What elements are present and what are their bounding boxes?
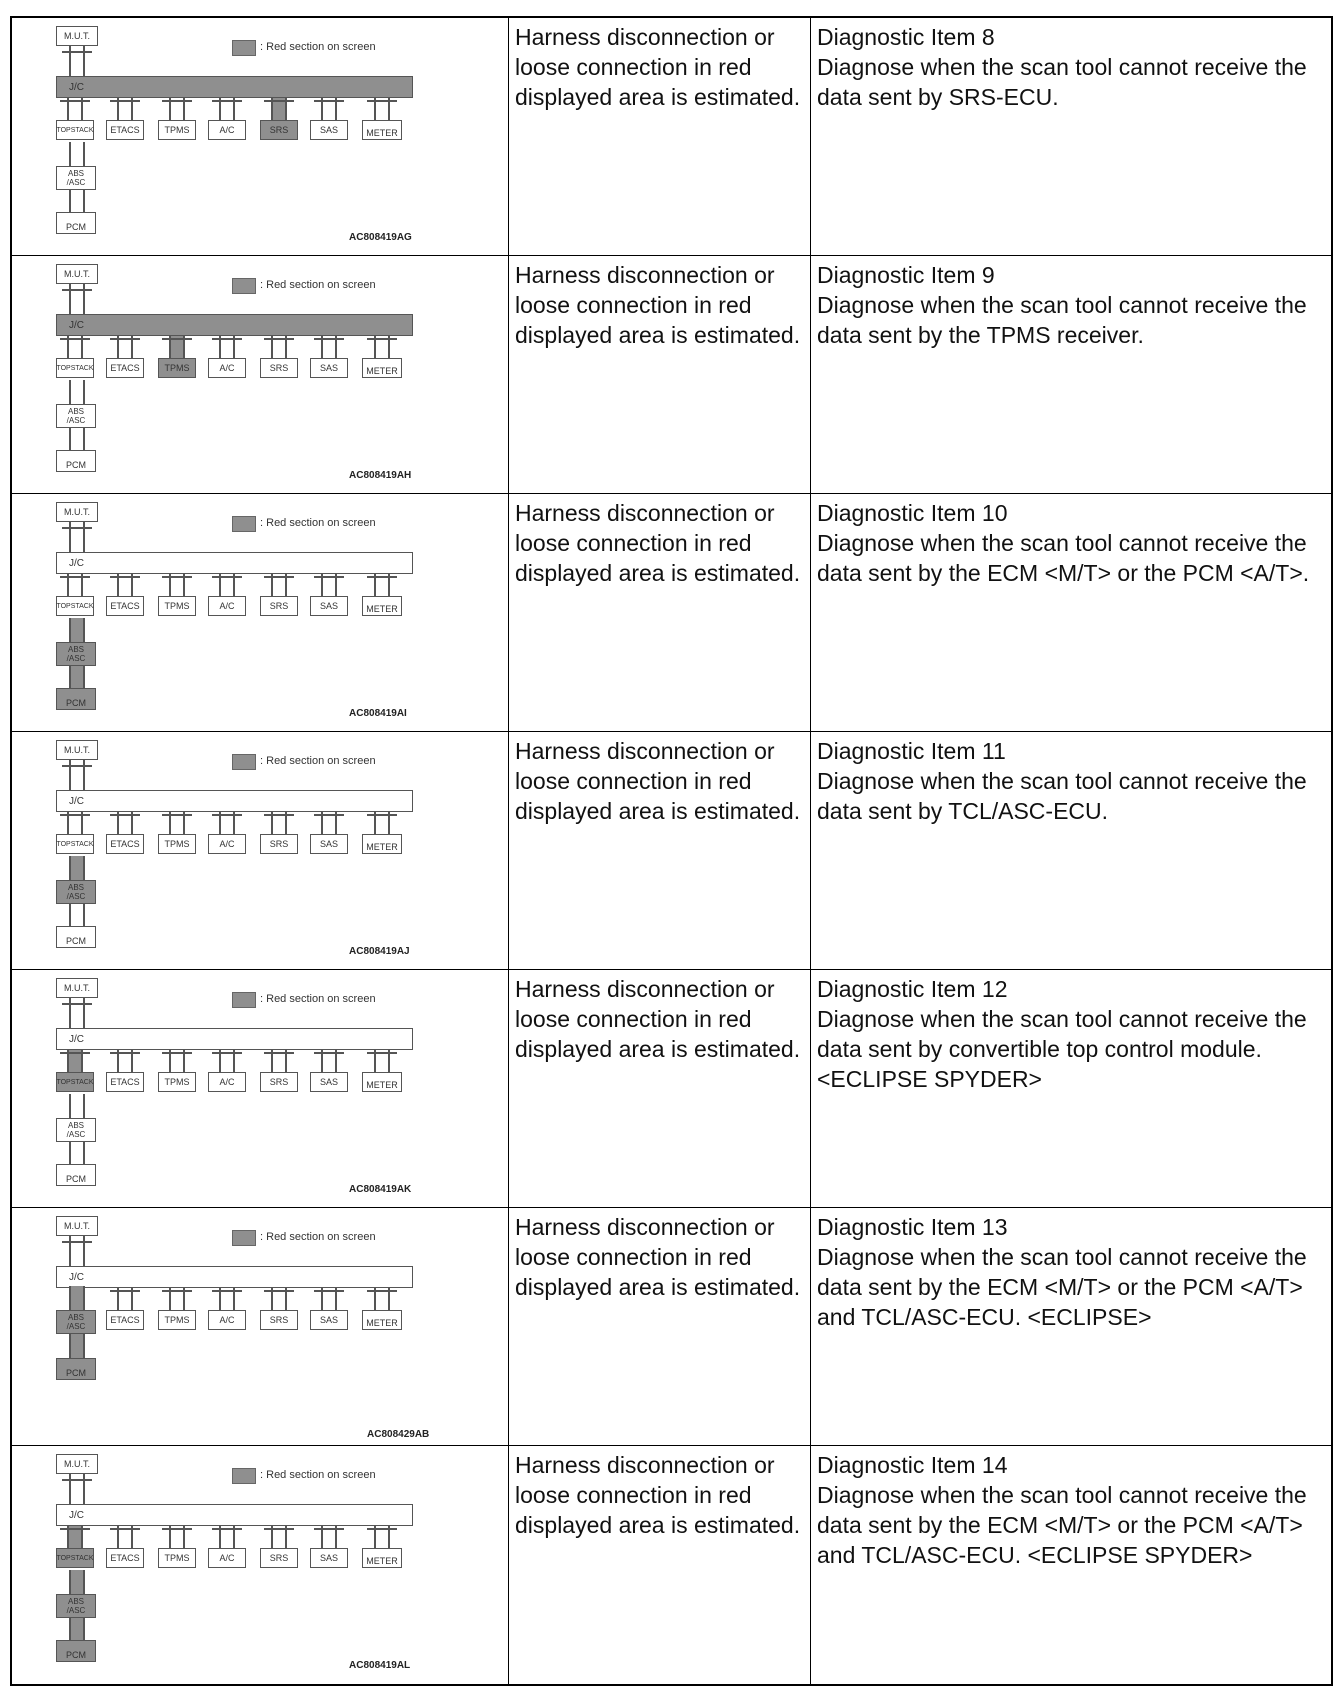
- mut-box: M.U.T.: [56, 1216, 98, 1236]
- cause-text: Harness disconnection or loose connection in red displayed area is estimated.: [509, 1446, 811, 1684]
- pcm-connector: [69, 190, 85, 212]
- sas-box: SAS: [310, 834, 348, 854]
- pcm-connector: [69, 428, 85, 450]
- table-row: [12, 18, 1331, 256]
- ac-connector-cap: [212, 814, 242, 816]
- etacs-box: ETACS: [106, 834, 144, 854]
- tpms-box: TPMS: [158, 1548, 196, 1568]
- abs-connector: [69, 1094, 85, 1118]
- srs-connector-cap: [264, 338, 294, 340]
- abs-box: ABS /ASC: [56, 880, 96, 904]
- can-bus-diagram: [12, 1446, 509, 1684]
- legend-label: Red section on screen: [266, 1469, 376, 1481]
- ac-box: A/C: [208, 596, 246, 616]
- diagnostic-item-title: Diagnostic Item 8: [817, 24, 995, 50]
- description-cell: [811, 732, 1331, 969]
- sas-connector-cap: [314, 1528, 344, 1530]
- abs-connector: [69, 142, 85, 166]
- ac-box: A/C: [208, 1072, 246, 1092]
- topstack-box: TOPSTACK: [56, 834, 94, 854]
- topstack-connector-cap: [60, 814, 90, 816]
- topstack-connector-cap: [60, 1052, 90, 1054]
- mut-box: M.U.T.: [56, 1454, 98, 1474]
- abs-connector: [69, 1570, 85, 1594]
- legend-swatch: [232, 1230, 256, 1246]
- legend-text: : Red section on screen: [260, 1469, 376, 1481]
- diagnostic-item-title: Diagnostic Item 9: [817, 262, 995, 288]
- can-bus-diagram: [12, 494, 509, 732]
- cause-text: Harness disconnection or loose connection in red displayed area is estimated.: [509, 18, 811, 255]
- diagram-cell: [12, 1208, 509, 1445]
- sas-connector-cap: [314, 1052, 344, 1054]
- description-cell: [811, 256, 1331, 493]
- legend-label: Red section on screen: [266, 279, 376, 291]
- sas-box: SAS: [310, 1072, 348, 1092]
- legend-swatch: [232, 516, 256, 532]
- tpms-box: TPMS: [158, 596, 196, 616]
- diagnostic-item-description: Diagnose when the scan tool cannot receive the data sent by convertible top control module. <ECLIPSE SPYDER>: [817, 1006, 1307, 1092]
- mut-connector-cap: [62, 1479, 92, 1481]
- ac-connector-cap: [212, 338, 242, 340]
- jc-bus: [56, 552, 413, 574]
- srs-connector-cap: [264, 576, 294, 578]
- tpms-connector-cap: [162, 814, 192, 816]
- pcm-connector: [69, 1618, 85, 1640]
- srs-connector-cap: [264, 100, 294, 102]
- can-bus-diagram: [12, 256, 509, 494]
- etacs-box: ETACS: [106, 358, 144, 378]
- mut-connector-cap: [62, 765, 92, 767]
- tpms-connector-cap: [162, 100, 192, 102]
- ac-box: A/C: [208, 358, 246, 378]
- pcm-box: PCM: [56, 926, 96, 948]
- diagnostic-item-title: Diagnostic Item 13: [817, 1214, 1008, 1240]
- diagram-cell: [12, 1446, 509, 1684]
- mut-connector-cap: [62, 1241, 92, 1243]
- srs-box: SRS: [260, 1548, 298, 1568]
- legend-label: Red section on screen: [266, 755, 376, 767]
- meter-connector-cap: [367, 814, 397, 816]
- cause-text: Harness disconnection or loose connection in red displayed area is estimated.: [509, 256, 811, 493]
- figure-code: AC808419AL: [349, 1660, 411, 1671]
- diagnostic-item-title: Diagnostic Item 11: [817, 738, 1006, 764]
- pcm-box: PCM: [56, 688, 96, 710]
- description-cell: [811, 494, 1331, 731]
- etacs-box: ETACS: [106, 1310, 144, 1330]
- legend-text: : Red section on screen: [260, 993, 376, 1005]
- abs-connector: [69, 380, 85, 404]
- srs-box: SRS: [260, 120, 298, 140]
- table-row: [12, 494, 1331, 732]
- ac-box: A/C: [208, 1310, 246, 1330]
- legend-label: Red section on screen: [266, 41, 376, 53]
- sas-connector-cap: [314, 1290, 344, 1292]
- jc-bus: [56, 790, 413, 812]
- meter-box: METER: [362, 1310, 402, 1330]
- cause-text: Harness disconnection or loose connection in red displayed area is estimated.: [509, 970, 811, 1207]
- pcm-box: PCM: [56, 1164, 96, 1186]
- diagnostic-item-description: Diagnose when the scan tool cannot receive the data sent by SRS-ECU.: [817, 54, 1307, 110]
- tpms-connector-cap: [162, 576, 192, 578]
- ac-connector-cap: [212, 100, 242, 102]
- ac-box: A/C: [208, 1548, 246, 1568]
- srs-connector-cap: [264, 1290, 294, 1292]
- etacs-connector-cap: [110, 814, 140, 816]
- mut-box: M.U.T.: [56, 26, 98, 46]
- topstack-box: TOPSTACK: [56, 358, 94, 378]
- legend-text: : Red section on screen: [260, 755, 376, 767]
- topstack-box: TOPSTACK: [56, 596, 94, 616]
- pcm-connector: [69, 1142, 85, 1164]
- diagram-cell: [12, 732, 509, 969]
- legend-label: Red section on screen: [266, 1231, 376, 1243]
- figure-code: AC808419AK: [349, 1184, 412, 1195]
- meter-box: METER: [362, 358, 402, 378]
- can-bus-diagram: [12, 18, 509, 256]
- topstack-connector-cap: [60, 338, 90, 340]
- topstack-connector-cap: [60, 576, 90, 578]
- meter-connector-cap: [367, 1052, 397, 1054]
- tpms-box: TPMS: [158, 120, 196, 140]
- mut-box: M.U.T.: [56, 502, 98, 522]
- figure-code: AC808419AG: [349, 232, 412, 243]
- etacs-connector-cap: [110, 1052, 140, 1054]
- srs-box: SRS: [260, 834, 298, 854]
- diagram-cell: [12, 970, 509, 1207]
- legend-label: Red section on screen: [266, 517, 376, 529]
- legend-label: Red section on screen: [266, 993, 376, 1005]
- legend-swatch: [232, 278, 256, 294]
- etacs-connector-cap: [110, 576, 140, 578]
- sas-box: SAS: [310, 1548, 348, 1568]
- jc-label: J/C: [69, 558, 84, 569]
- description-cell: [811, 18, 1331, 255]
- figure-code: AC808419AH: [349, 470, 412, 481]
- meter-connector-cap: [367, 1528, 397, 1530]
- legend-swatch: [232, 40, 256, 56]
- abs-connector: [69, 618, 85, 642]
- table-row: [12, 256, 1331, 494]
- tpms-box: TPMS: [158, 1310, 196, 1330]
- meter-connector-cap: [367, 1290, 397, 1292]
- tpms-connector-cap: [162, 1290, 192, 1292]
- jc-label: J/C: [69, 1034, 84, 1045]
- jc-bus: [56, 1028, 413, 1050]
- jc-label: J/C: [69, 796, 84, 807]
- pcm-box: PCM: [56, 212, 96, 234]
- figure-code: AC808419AJ: [349, 946, 410, 957]
- srs-box: SRS: [260, 1072, 298, 1092]
- mut-connector-cap: [62, 289, 92, 291]
- abs-box: ABS /ASC: [56, 1310, 96, 1334]
- cause-text: Harness disconnection or loose connection in red displayed area is estimated.: [509, 1208, 811, 1445]
- sas-box: SAS: [310, 1310, 348, 1330]
- diagnostic-item-description: Diagnose when the scan tool cannot receive the data sent by the ECM <M/T> or the PCM <A/T>.: [817, 530, 1310, 586]
- srs-box: SRS: [260, 1310, 298, 1330]
- table-row: [12, 732, 1331, 970]
- sas-connector-cap: [314, 576, 344, 578]
- legend-text: : Red section on screen: [260, 279, 376, 291]
- diagnostic-table: [10, 16, 1333, 1686]
- diagnostic-item-description: Diagnose when the scan tool cannot receive the data sent by TCL/ASC-ECU.: [817, 768, 1307, 824]
- mut-box: M.U.T.: [56, 740, 98, 760]
- meter-box: METER: [362, 596, 402, 616]
- pcm-box: PCM: [56, 1640, 96, 1662]
- topstack-connector-cap: [60, 1528, 90, 1530]
- diagnostic-item-description: Diagnose when the scan tool cannot receive the data sent by the TPMS receiver.: [817, 292, 1307, 348]
- sas-box: SAS: [310, 120, 348, 140]
- description-cell: [811, 970, 1331, 1207]
- meter-box: METER: [362, 834, 402, 854]
- topstack-connector-cap: [60, 100, 90, 102]
- srs-connector-cap: [264, 814, 294, 816]
- etacs-box: ETACS: [106, 596, 144, 616]
- etacs-connector-cap: [110, 1528, 140, 1530]
- pcm-connector: [69, 904, 85, 926]
- etacs-box: ETACS: [106, 1548, 144, 1568]
- tpms-box: TPMS: [158, 1072, 196, 1092]
- diagram-cell: [12, 256, 509, 493]
- cause-text: Harness disconnection or loose connection in red displayed area is estimated.: [509, 732, 811, 969]
- sas-connector-cap: [314, 814, 344, 816]
- abs-box: ABS /ASC: [56, 1118, 96, 1142]
- mut-connector-cap: [62, 1003, 92, 1005]
- jc-bus: [56, 1504, 413, 1526]
- mut-box: M.U.T.: [56, 978, 98, 998]
- abs-box: ABS /ASC: [56, 1594, 96, 1618]
- table-row: [12, 970, 1331, 1208]
- figure-code: AC808419AI: [349, 708, 407, 719]
- etacs-connector-cap: [110, 1290, 140, 1292]
- srs-box: SRS: [260, 596, 298, 616]
- abs-connector: [69, 856, 85, 880]
- ac-box: A/C: [208, 834, 246, 854]
- pcm-connector: [69, 666, 85, 688]
- diagnostic-item-title: Diagnostic Item 10: [817, 500, 1008, 526]
- diagnostic-item-description: Diagnose when the scan tool cannot receive the data sent by the ECM <M/T> or the PCM <A/T> and TCL/ASC-ECU. <ECLIPSE SPYDER>: [817, 1482, 1307, 1568]
- abs-box: ABS /ASC: [56, 404, 96, 428]
- legend-text: : Red section on screen: [260, 1231, 376, 1243]
- etacs-connector-cap: [110, 338, 140, 340]
- etacs-box: ETACS: [106, 1072, 144, 1092]
- topstack-box: TOPSTACK: [56, 1072, 94, 1092]
- pcm-connector: [69, 1334, 85, 1358]
- jc-bus: [56, 1266, 413, 1288]
- jc-bus: [56, 76, 413, 98]
- sas-box: SAS: [310, 596, 348, 616]
- mut-connector-cap: [62, 51, 92, 53]
- description-cell: [811, 1446, 1331, 1684]
- meter-connector-cap: [367, 100, 397, 102]
- jc-label: J/C: [69, 82, 84, 93]
- can-bus-diagram: [12, 1208, 509, 1446]
- legend-text: : Red section on screen: [260, 517, 376, 529]
- description-cell: [811, 1208, 1331, 1445]
- srs-connector-cap: [264, 1528, 294, 1530]
- abs-box: ABS /ASC: [56, 166, 96, 190]
- tpms-connector-cap: [162, 1052, 192, 1054]
- ac-box: A/C: [208, 120, 246, 140]
- diagnostic-item-title: Diagnostic Item 12: [817, 976, 1008, 1002]
- diagnostic-item-title: Diagnostic Item 14: [817, 1452, 1008, 1478]
- abs-box: ABS /ASC: [56, 642, 96, 666]
- tpms-box: TPMS: [158, 358, 196, 378]
- jc-label: J/C: [69, 1272, 84, 1283]
- table-row: [12, 1208, 1331, 1446]
- can-bus-diagram: [12, 732, 509, 970]
- sas-box: SAS: [310, 358, 348, 378]
- tpms-connector-cap: [162, 338, 192, 340]
- figure-code: AC808429AB: [367, 1429, 430, 1440]
- srs-connector-cap: [264, 1052, 294, 1054]
- tpms-connector-cap: [162, 1528, 192, 1530]
- mut-box: M.U.T.: [56, 264, 98, 284]
- ac-connector-cap: [212, 1528, 242, 1530]
- legend-swatch: [232, 754, 256, 770]
- topstack-box: TOPSTACK: [56, 1548, 94, 1568]
- legend-text: : Red section on screen: [260, 41, 376, 53]
- meter-connector-cap: [367, 576, 397, 578]
- ac-connector-cap: [212, 1052, 242, 1054]
- cause-text: Harness disconnection or loose connection in red displayed area is estimated.: [509, 494, 811, 731]
- sas-connector-cap: [314, 338, 344, 340]
- diagnostic-item-description: Diagnose when the scan tool cannot receive the data sent by the ECM <M/T> or the PCM <A/T> and TCL/ASC-ECU. <ECLIPSE>: [817, 1244, 1307, 1330]
- meter-box: METER: [362, 1548, 402, 1568]
- ac-connector-cap: [212, 1290, 242, 1292]
- jc-label: J/C: [69, 320, 84, 331]
- tpms-box: TPMS: [158, 834, 196, 854]
- legend-swatch: [232, 992, 256, 1008]
- table-row: [12, 1446, 1331, 1684]
- meter-connector-cap: [367, 338, 397, 340]
- ac-connector-cap: [212, 576, 242, 578]
- legend-swatch: [232, 1468, 256, 1484]
- srs-box: SRS: [260, 358, 298, 378]
- diagram-cell: [12, 18, 509, 255]
- diagram-cell: [12, 494, 509, 731]
- pcm-box: PCM: [56, 1358, 96, 1380]
- meter-box: METER: [362, 1072, 402, 1092]
- etacs-box: ETACS: [106, 120, 144, 140]
- abs-connector: [69, 1286, 85, 1310]
- jc-label: J/C: [69, 1510, 84, 1521]
- mut-connector-cap: [62, 527, 92, 529]
- pcm-box: PCM: [56, 450, 96, 472]
- meter-box: METER: [362, 120, 402, 140]
- sas-connector-cap: [314, 100, 344, 102]
- can-bus-diagram: [12, 970, 509, 1208]
- etacs-connector-cap: [110, 100, 140, 102]
- jc-bus: [56, 314, 413, 336]
- topstack-box: TOPSTACK: [56, 120, 94, 140]
